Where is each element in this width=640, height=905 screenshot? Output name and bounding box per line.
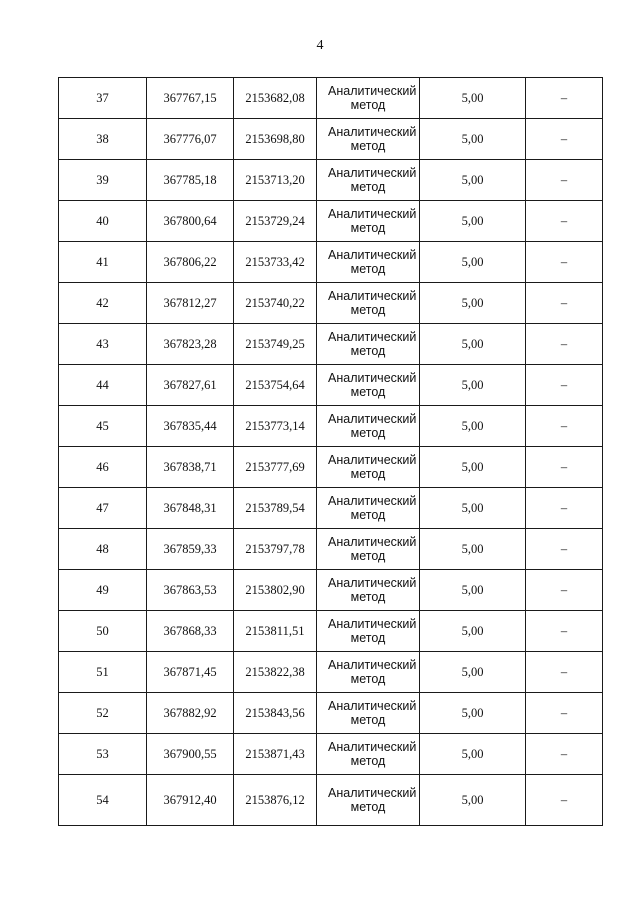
accuracy-cell: 5,00 [420,570,526,611]
table-row [59,611,603,652]
method-label: Аналитический метод [328,740,417,768]
table-row [59,693,603,734]
method-label: Аналитический метод [328,699,417,727]
table-row [59,652,603,693]
accuracy-cell: 5,00 [420,652,526,693]
table-row [59,119,603,160]
x-coordinate-cell: 367785,18 [147,160,234,201]
y-coordinate-cell: 2153749,25 [234,324,317,365]
method-cell [317,365,420,406]
y-coordinate-cell: 2153843,56 [234,693,317,734]
y-coordinate-cell: 2153773,14 [234,406,317,447]
method-label: Аналитический метод [328,786,417,814]
note-cell: – [526,283,603,324]
method-cell [317,119,420,160]
method-label: Аналитический метод [328,412,417,440]
method-label: Аналитический метод [328,330,417,358]
table-row [59,488,603,529]
point-number-cell: 38 [59,119,147,160]
y-coordinate-cell: 2153822,38 [234,652,317,693]
x-coordinate-cell: 367823,28 [147,324,234,365]
method-label: Аналитический метод [328,248,417,276]
method-cell [317,406,420,447]
accuracy-cell: 5,00 [420,160,526,201]
table-row [59,775,603,826]
point-number-cell: 39 [59,160,147,201]
method-cell [317,160,420,201]
method-label: Аналитический метод [328,494,417,522]
accuracy-cell: 5,00 [420,693,526,734]
note-cell: – [526,365,603,406]
y-coordinate-cell: 2153682,08 [234,78,317,119]
y-coordinate-cell: 2153876,12 [234,775,317,826]
x-coordinate-cell: 367835,44 [147,406,234,447]
y-coordinate-cell: 2153713,20 [234,160,317,201]
y-coordinate-cell: 2153740,22 [234,283,317,324]
accuracy-cell: 5,00 [420,488,526,529]
accuracy-cell: 5,00 [420,201,526,242]
note-cell: – [526,160,603,201]
note-cell: – [526,119,603,160]
x-coordinate-cell: 367859,33 [147,529,234,570]
method-label: Аналитический метод [328,289,417,317]
note-cell: – [526,734,603,775]
x-coordinate-cell: 367882,92 [147,693,234,734]
table-row [59,570,603,611]
table-row [59,734,603,775]
point-number-cell: 42 [59,283,147,324]
method-label: Аналитический метод [328,166,417,194]
method-cell [317,529,420,570]
table-row [59,78,603,119]
x-coordinate-cell: 367863,53 [147,570,234,611]
note-cell: – [526,242,603,283]
accuracy-cell: 5,00 [420,447,526,488]
x-coordinate-cell: 367827,61 [147,365,234,406]
y-coordinate-cell: 2153797,78 [234,529,317,570]
method-cell [317,570,420,611]
table-body [59,78,603,826]
accuracy-cell: 5,00 [420,734,526,775]
x-coordinate-cell: 367800,64 [147,201,234,242]
note-cell: – [526,611,603,652]
point-number-cell: 45 [59,406,147,447]
accuracy-cell: 5,00 [420,406,526,447]
method-cell [317,652,420,693]
accuracy-cell: 5,00 [420,775,526,826]
method-cell [317,693,420,734]
table-row [59,365,603,406]
note-cell: – [526,693,603,734]
y-coordinate-cell: 2153802,90 [234,570,317,611]
point-number-cell: 43 [59,324,147,365]
accuracy-cell: 5,00 [420,78,526,119]
method-cell [317,78,420,119]
method-cell [317,324,420,365]
method-label: Аналитический метод [328,617,417,645]
method-label: Аналитический метод [328,576,417,604]
note-cell: – [526,652,603,693]
accuracy-cell: 5,00 [420,242,526,283]
coordinates-table [58,77,603,826]
y-coordinate-cell: 2153871,43 [234,734,317,775]
x-coordinate-cell: 367868,33 [147,611,234,652]
method-cell [317,488,420,529]
method-cell [317,734,420,775]
y-coordinate-cell: 2153811,51 [234,611,317,652]
point-number-cell: 40 [59,201,147,242]
accuracy-cell: 5,00 [420,529,526,570]
accuracy-cell: 5,00 [420,283,526,324]
point-number-cell: 54 [59,775,147,826]
note-cell: – [526,406,603,447]
x-coordinate-cell: 367767,15 [147,78,234,119]
accuracy-cell: 5,00 [420,324,526,365]
y-coordinate-cell: 2153729,24 [234,201,317,242]
method-label: Аналитический метод [328,371,417,399]
table-row [59,242,603,283]
method-label: Аналитический метод [328,207,417,235]
x-coordinate-cell: 367776,07 [147,119,234,160]
note-cell: – [526,488,603,529]
x-coordinate-cell: 367812,27 [147,283,234,324]
y-coordinate-cell: 2153777,69 [234,447,317,488]
x-coordinate-cell: 367848,31 [147,488,234,529]
x-coordinate-cell: 367806,22 [147,242,234,283]
x-coordinate-cell: 367871,45 [147,652,234,693]
note-cell: – [526,529,603,570]
method-cell [317,611,420,652]
point-number-cell: 51 [59,652,147,693]
y-coordinate-cell: 2153754,64 [234,365,317,406]
point-number-cell: 41 [59,242,147,283]
point-number-cell: 49 [59,570,147,611]
method-cell [317,447,420,488]
point-number-cell: 44 [59,365,147,406]
note-cell: – [526,775,603,826]
table-row [59,283,603,324]
note-cell: – [526,78,603,119]
x-coordinate-cell: 367912,40 [147,775,234,826]
point-number-cell: 53 [59,734,147,775]
method-label: Аналитический метод [328,84,417,112]
accuracy-cell: 5,00 [420,365,526,406]
note-cell: – [526,447,603,488]
accuracy-cell: 5,00 [420,119,526,160]
point-number-cell: 46 [59,447,147,488]
point-number-cell: 48 [59,529,147,570]
table-row [59,406,603,447]
method-cell [317,242,420,283]
table-row [59,201,603,242]
accuracy-cell: 5,00 [420,611,526,652]
method-cell [317,201,420,242]
table-row [59,529,603,570]
point-number-cell: 47 [59,488,147,529]
method-cell [317,775,420,826]
point-number-cell: 50 [59,611,147,652]
x-coordinate-cell: 367838,71 [147,447,234,488]
note-cell: – [526,570,603,611]
table-row [59,447,603,488]
method-label: Аналитический метод [328,453,417,481]
method-cell [317,283,420,324]
method-label: Аналитический метод [328,125,417,153]
point-number-cell: 37 [59,78,147,119]
y-coordinate-cell: 2153789,54 [234,488,317,529]
table-row [59,160,603,201]
y-coordinate-cell: 2153698,80 [234,119,317,160]
note-cell: – [526,201,603,242]
method-label: Аналитический метод [328,535,417,563]
point-number-cell: 52 [59,693,147,734]
method-label: Аналитический метод [328,658,417,686]
page-number: 4 [316,38,324,53]
x-coordinate-cell: 367900,55 [147,734,234,775]
note-cell: – [526,324,603,365]
table-row [59,324,603,365]
y-coordinate-cell: 2153733,42 [234,242,317,283]
